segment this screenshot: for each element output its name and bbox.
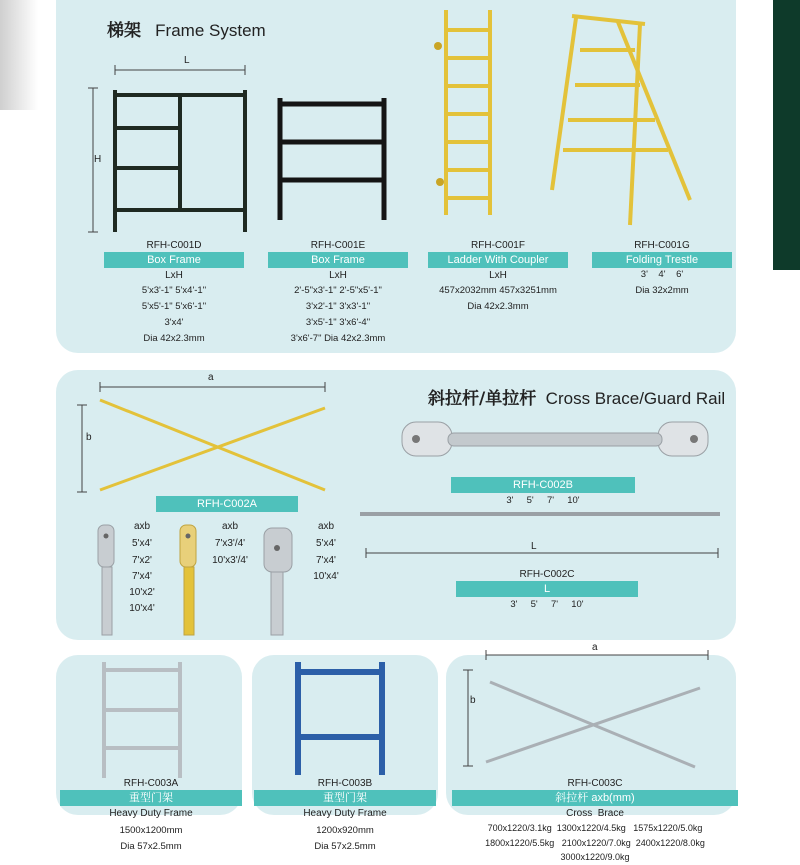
c002a-col2-val2: 10'x3'/4': [212, 555, 248, 566]
product-code-c001f: RFH-C001F: [471, 240, 525, 251]
product-code-c001d: RFH-C001D: [146, 240, 202, 251]
product-unit-c001f: LxH: [489, 270, 507, 281]
c002c-sizes: 3' 5' 7' 10': [510, 599, 584, 610]
product-code-c001e: RFH-C001E: [310, 240, 366, 251]
product-spec-c003b-2: Dia 57x2.5mm: [314, 841, 376, 852]
product-name-c001e: Box Frame: [268, 252, 408, 268]
product-code-c002a: RFH-C002A: [156, 496, 298, 512]
c002c-label: L: [456, 581, 638, 597]
product-spec-c001f-2: Dia 42x2.3mm: [467, 301, 529, 312]
product-spec-c001d-4: Dia 42x2.3mm: [143, 333, 205, 344]
frame-system-title-en: Frame System: [155, 21, 266, 40]
product-name-c003a: Heavy Duty Frame: [109, 808, 193, 819]
product-spec-c001e-1: 2'-5"x3'-1" 2'-5"x5'-1": [294, 285, 382, 296]
c002a-col1-val3: 7'x4': [132, 571, 152, 582]
product-cn-c003a: 重型门架: [60, 790, 242, 806]
product-unit-c001d: LxH: [165, 270, 183, 281]
product-spec-c001d-2: 5'x5'-1" 5'x6'-1": [141, 301, 207, 312]
dimension-l-label: L: [184, 55, 190, 66]
cross-brace-c003c-image: [0, 0, 1, 1]
frame-system-title-cn: 梯架: [107, 21, 141, 41]
product-spec-c003a-1: 1500x1200mm: [119, 825, 183, 836]
cross-brace-title-en: Cross Brace/Guard Rail: [545, 389, 726, 408]
c002a-col2-head: axb: [221, 521, 239, 532]
product-unit-c001g: 3' 4' 6': [640, 269, 684, 280]
product-spec-c003a-2: Dia 57x2.5mm: [120, 841, 182, 852]
product-spec-c001e-3: 3'x5'-1" 3'x6'-4": [305, 317, 371, 328]
c002a-col1-val5: 10'x4': [129, 603, 155, 614]
product-spec-c001e-4: 3'x6'-7" Dia 42x2.3mm: [290, 333, 386, 344]
dimension-l-label-c002c: L: [531, 541, 537, 552]
c002a-col1-val2: 7'x2': [132, 555, 152, 566]
dimension-h-label: H: [94, 154, 102, 165]
product-spec-c003b-1: 1200x920mm: [316, 825, 374, 836]
product-code-c002b: RFH-C002B: [451, 477, 635, 493]
dimension-a-label-c002a: a: [208, 372, 214, 383]
dimension-b-label-c003c: b: [470, 695, 476, 706]
product-spec-c003c-2: 1800x1220/5.5kg 2100x1220/7.0kg 2400x1220/8.0kg: [485, 838, 705, 848]
product-unit-c001e: LxH: [329, 270, 347, 281]
cross-brace-title-cn: 斜拉杆/单拉杆: [428, 389, 537, 409]
product-spec-c001f-1: 457x2032mm 457x3251mm: [439, 285, 557, 296]
product-code-c003a: RFH-C003A: [123, 778, 179, 789]
product-code-c002c: RFH-C002C: [519, 569, 575, 580]
product-name-c001f: Ladder With Coupler: [428, 252, 568, 268]
c002a-col3-val1: 5'x4': [316, 538, 336, 549]
dimension-a-label-c003c: a: [592, 642, 598, 653]
product-spec-c003c-3: 3000x1220/9.0kg: [560, 852, 630, 862]
product-code-c001g: RFH-C001G: [634, 240, 690, 251]
c002a-col1-val4: 10'x2': [129, 587, 155, 598]
product-name-c001g: Folding Trestle: [592, 252, 732, 268]
cross-brace-title: [428, 384, 725, 409]
right-side-bar: [773, 0, 800, 270]
product-code-c003c: RFH-C003C: [567, 778, 623, 789]
product-name-c001d: Box Frame: [104, 252, 244, 268]
dimension-b-label-c002a: b: [86, 432, 92, 443]
c002a-col3-head: axb: [317, 521, 335, 532]
product-spec-c001e-2: 3'x2'-1" 3'x3'-1": [305, 301, 371, 312]
product-code-c003b: RFH-C003B: [317, 778, 373, 789]
frame-system-title: [107, 16, 266, 41]
product-spec-c001d-1: 5'x3'-1" 5'x4'-1": [141, 285, 207, 296]
c002b-sizes: 3' 5' 7' 10': [506, 495, 580, 506]
product-cn-c003c: 斜拉杆 axb(mm): [452, 790, 738, 806]
c002a-col2-val1: 7'x3'/4': [214, 538, 246, 549]
left-edge-shadow: [0, 0, 38, 110]
product-cn-c003b: 重型门架: [254, 790, 436, 806]
product-spec-c001g-1: Dia 32x2mm: [635, 285, 689, 296]
product-name-c003b: Heavy Duty Frame: [303, 808, 387, 819]
product-spec-c003c-1: 700x1220/3.1kg 1300x1220/4.5kg 1575x1220/5.0kg: [487, 823, 703, 833]
product-name-c003c: Cross Brace: [566, 808, 624, 819]
product-spec-c001d-3: 3'x4': [164, 317, 184, 328]
c002a-col3-val2: 7'x4': [316, 555, 336, 566]
c002a-col1-val1: 5'x4': [132, 538, 152, 549]
c002a-col1-head: axb: [133, 521, 151, 532]
c002a-col3-val3: 10'x4': [313, 571, 339, 582]
